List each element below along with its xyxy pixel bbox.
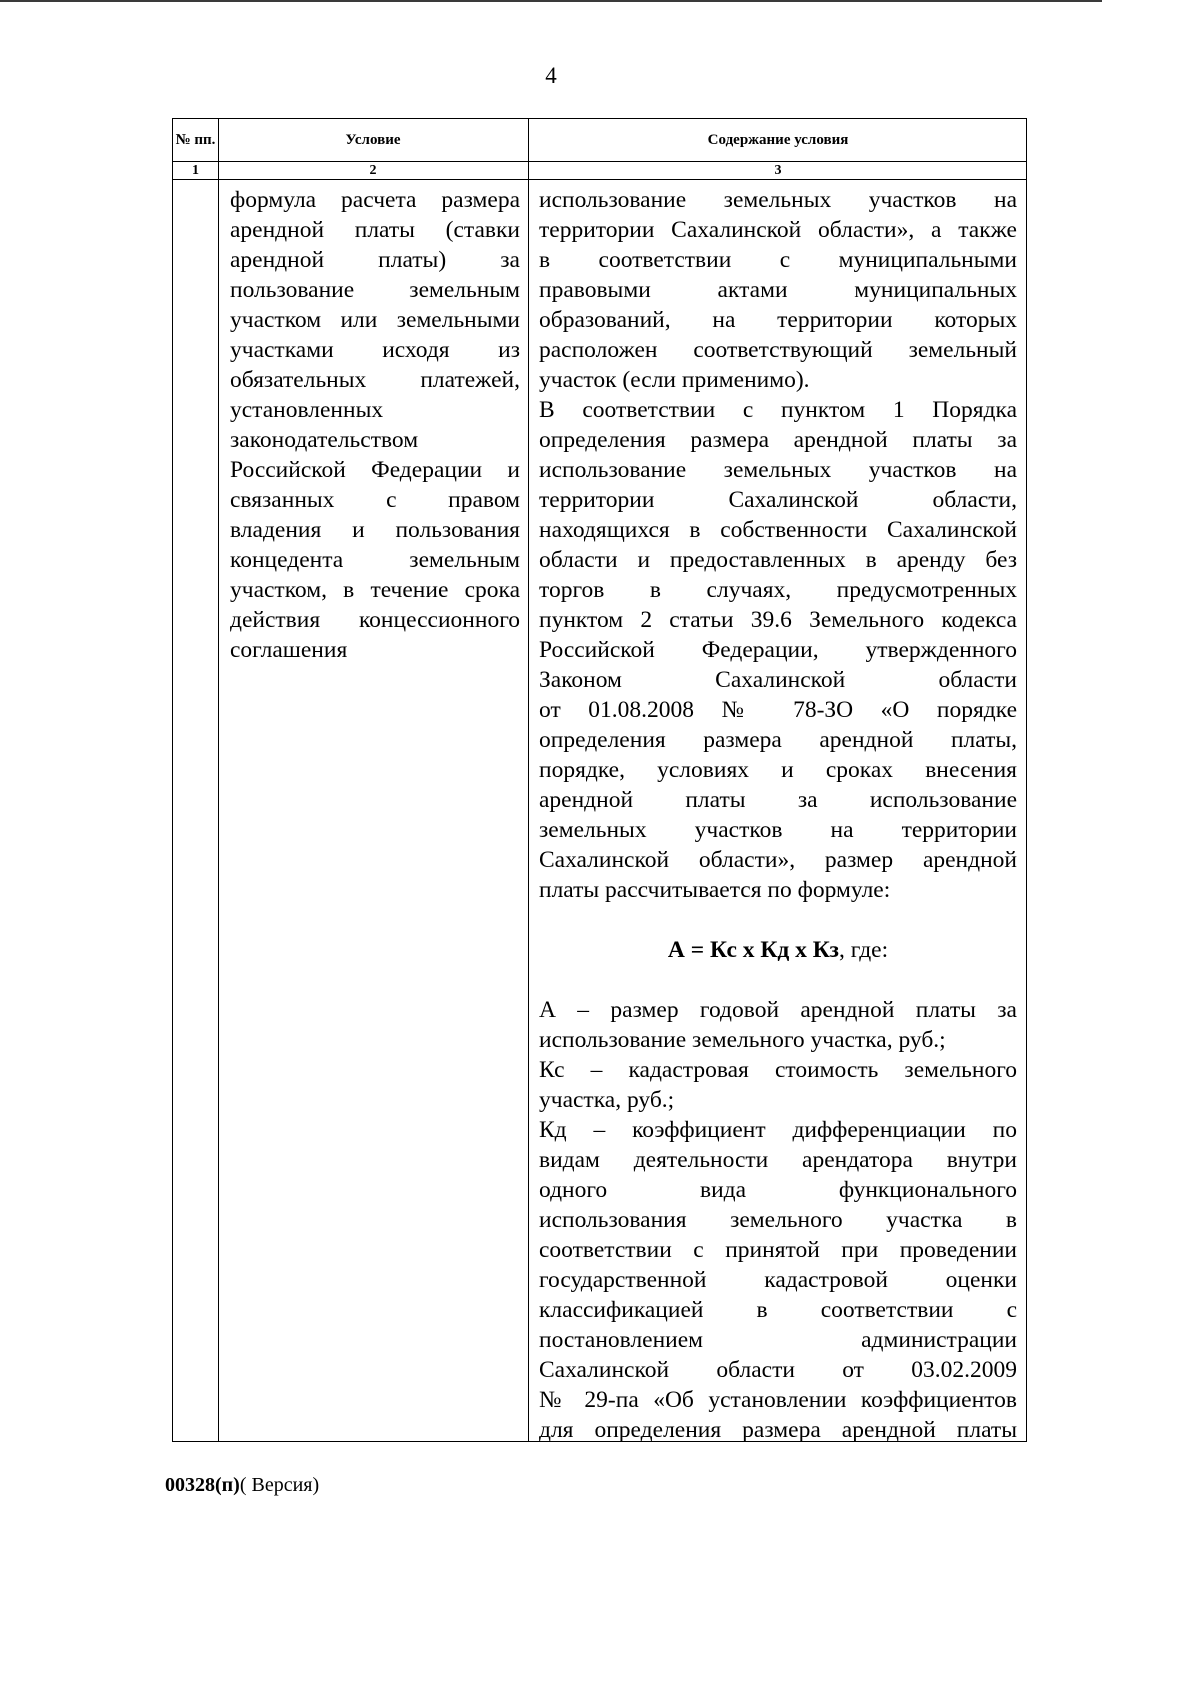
- condition-line: действия концессионного: [230, 607, 520, 633]
- content-line: Кд – коэффициент дифференциации по: [539, 1117, 1017, 1143]
- content-line: для определения размера арендной платы: [539, 1417, 1017, 1443]
- content-line: области и предоставленных в аренду без: [539, 547, 1017, 573]
- content-line: постановлением администрации: [539, 1327, 1017, 1353]
- content-line: № 29-па «Об установлении коэффициентов: [539, 1387, 1017, 1413]
- content-line: классификацией в соответствии с: [539, 1297, 1017, 1323]
- rent-formula-suffix: , где:: [838, 937, 889, 963]
- formula-spacing: [539, 965, 1017, 995]
- document-code: [165, 1474, 319, 1497]
- condition-line: формула расчета размера: [230, 187, 520, 213]
- condition-line: обязательных платежей,: [230, 367, 520, 393]
- header-condition-content: Содержание условия: [707, 132, 849, 148]
- content-line: использования земельного участка в: [539, 1207, 1017, 1233]
- content-line: использование земельных участков на: [539, 457, 1017, 483]
- content-line: государственной кадастровой оценки: [539, 1267, 1017, 1293]
- content-line: Законом Сахалинской области: [539, 667, 1017, 693]
- condition-line: связанных с правом: [230, 487, 520, 513]
- content-line: от 01.08.2008 № 78-ЗО «О порядке: [539, 697, 1017, 723]
- condition-cell: [230, 185, 520, 665]
- condition-line: арендной платы) за: [230, 247, 520, 273]
- content-line: видам деятельности арендатора внутри: [539, 1147, 1017, 1173]
- column-number-3: 3: [774, 162, 782, 178]
- content-line: участка, руб.;: [539, 1087, 675, 1113]
- rent-formula-expression: А = Кс х Кд х Кз: [667, 937, 839, 963]
- condition-line: участками исходя из: [230, 337, 520, 363]
- table-column-number-divider: [173, 179, 1026, 180]
- condition-content-cell: [539, 185, 1017, 1445]
- content-line: В соответствии с пунктом 1 Порядка: [539, 397, 1017, 423]
- header-condition: Условие: [345, 132, 401, 148]
- content-line: Сахалинской области от 03.02.2009: [539, 1357, 1017, 1383]
- content-line: одного вида функционального: [539, 1177, 1017, 1203]
- content-line: земельных участков на территории: [539, 817, 1017, 843]
- condition-line: Российской Федерации и: [230, 457, 520, 483]
- content-line: А – размер годовой арендной платы за: [539, 997, 1017, 1023]
- content-line: территории Сахалинской области», а также: [539, 217, 1017, 243]
- content-line: использование земельного участка, руб.;: [539, 1027, 946, 1053]
- content-line: Сахалинской области», размер арендной: [539, 847, 1017, 873]
- condition-line: соглашения: [230, 637, 348, 663]
- rent-formula: [539, 935, 1017, 965]
- content-line: расположен соответствующий земельный: [539, 337, 1017, 363]
- content-line: порядке, условиях и сроках внесения: [539, 757, 1017, 783]
- condition-line: участком, в течение срока: [230, 577, 520, 603]
- content-line: определения размера арендной платы за: [539, 427, 1017, 453]
- content-line: пунктом 2 статьи 39.6 Земельного кодекса: [539, 607, 1017, 633]
- header-row-number: № пп.: [175, 132, 216, 148]
- content-line: территории Сахалинской области,: [539, 487, 1017, 513]
- scan-top-edge: [0, 0, 1102, 2]
- content-line: Российской Федерации, утвержденного: [539, 637, 1017, 663]
- column-number-2: 2: [369, 162, 377, 178]
- condition-line: участком или земельными: [230, 307, 520, 333]
- content-line: правовыми актами муниципальных: [539, 277, 1017, 303]
- page-number: 4: [545, 63, 557, 88]
- table-column-divider-1: [218, 119, 219, 1441]
- content-line: участок (если применимо).: [539, 367, 810, 393]
- content-line: образований, на территории которых: [539, 307, 1017, 333]
- content-line: соответствии с принятой при проведении: [539, 1237, 1017, 1263]
- condition-line: концедента земельным: [230, 547, 520, 573]
- condition-line: установленных: [230, 397, 384, 423]
- content-line: арендной платы за использование: [539, 787, 1017, 813]
- column-number-1: 1: [192, 162, 199, 178]
- formula-spacing: [539, 905, 1017, 935]
- condition-line: пользование земельным: [230, 277, 520, 303]
- content-line: торгов в случаях, предусмотренных: [539, 577, 1017, 603]
- content-line: определения размера арендной платы,: [539, 727, 1017, 753]
- conditions-table: [172, 118, 1027, 1442]
- content-line: платы рассчитывается по формуле:: [539, 877, 891, 903]
- content-line: находящихся в собственности Сахалинской: [539, 517, 1017, 543]
- content-line: Кс – кадастровая стоимость земельного: [539, 1057, 1017, 1083]
- table-column-divider-2: [528, 119, 529, 1441]
- content-line: в соответствии с муниципальными: [539, 247, 1017, 273]
- condition-line: законодательством: [230, 427, 419, 453]
- condition-line: арендной платы (ставки: [230, 217, 520, 243]
- document-code-number: 00328(п): [165, 1474, 240, 1496]
- document-version: ( Версия): [239, 1474, 320, 1496]
- content-line: использование земельных участков на: [539, 187, 1017, 213]
- condition-line: владения и пользования: [230, 517, 520, 543]
